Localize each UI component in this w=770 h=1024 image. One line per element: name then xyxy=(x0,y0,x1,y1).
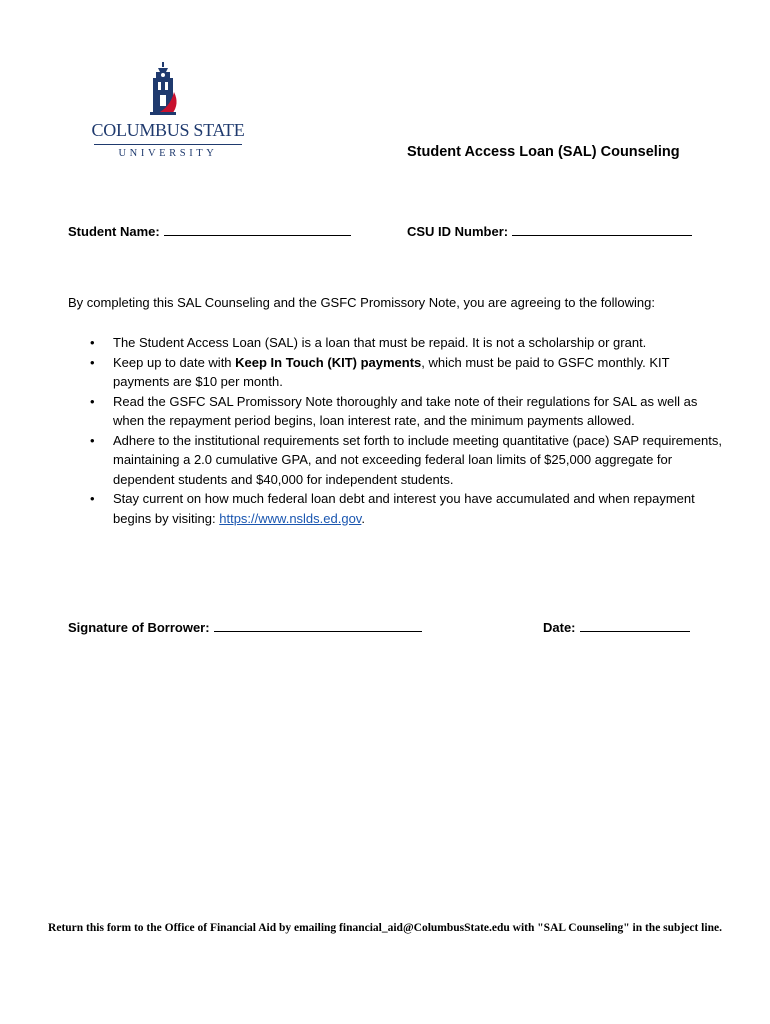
list-item xyxy=(90,392,725,431)
bullet-text: Read the GSFC SAL Promissory Note thoroughly and take note of their regulations for SAL as well as when the repayment period begins, loan interest rate, and the minimum payments allowed. xyxy=(113,393,698,428)
date-field[interactable] xyxy=(543,619,690,635)
kit-emphasis: Keep In Touch (KIT) payments xyxy=(235,354,422,370)
agreement-list xyxy=(90,333,725,528)
bullet-text: Keep up to date with xyxy=(113,354,236,370)
signature-label: Signature of Borrower: xyxy=(68,620,210,635)
university-logo xyxy=(88,62,248,162)
bullet-text: , which must be paid to GSFC monthly. KIT payments are $10 per month. xyxy=(113,354,670,389)
bullet-text: . xyxy=(361,510,365,526)
student-name-label: Student Name: xyxy=(68,224,160,239)
list-item xyxy=(90,353,725,392)
signature-line[interactable] xyxy=(214,619,422,632)
csu-id-line[interactable] xyxy=(512,223,692,236)
student-name-field[interactable] xyxy=(68,223,351,239)
tower-icon xyxy=(88,62,248,120)
csu-id-label: CSU ID Number: xyxy=(407,224,509,239)
date-label: Date: xyxy=(543,620,576,635)
logo-divider xyxy=(94,144,242,145)
signature-field[interactable] xyxy=(68,619,422,635)
student-name-line[interactable] xyxy=(164,223,351,236)
csu-id-field[interactable] xyxy=(407,223,692,239)
logo-subwordmark: UNIVERSITY xyxy=(118,148,218,159)
nslds-link[interactable]: https://www.nslds.ed.gov xyxy=(219,510,362,526)
list-item xyxy=(90,431,725,490)
list-item xyxy=(90,333,725,353)
footer-instructions: Return this form to the Office of Financial Aid by emailing financial_aid@ColumbusState.edu with "SAL Counseling" in the subject line. xyxy=(48,922,722,934)
logo-wordmark: COLUMBUS STATE xyxy=(91,120,245,140)
bullet-text: Stay current on how much federal loan debt and interest you have accumulated and when repayment begins by visiting: xyxy=(113,491,695,526)
intro-text: By completing this SAL Counseling and the GSFC Promissory Note, you are agreeing to the following: xyxy=(68,295,655,310)
form-title: Student Access Loan (SAL) Counseling xyxy=(407,144,680,160)
list-item xyxy=(90,489,725,528)
bullet-text: The Student Access Loan (SAL) is a loan that must be repaid. It is not a scholarship or grant. xyxy=(113,335,647,350)
date-line[interactable] xyxy=(580,619,690,632)
bullet-text: Adhere to the institutional requirements set forth to include meeting quantitative (pace) SAP requirements, maintaining a 2.0 cumulative GPA, and not exceeding federal loan limits of $25,000 aggregate for dependent students and $40,000 for independent students. xyxy=(113,432,722,487)
